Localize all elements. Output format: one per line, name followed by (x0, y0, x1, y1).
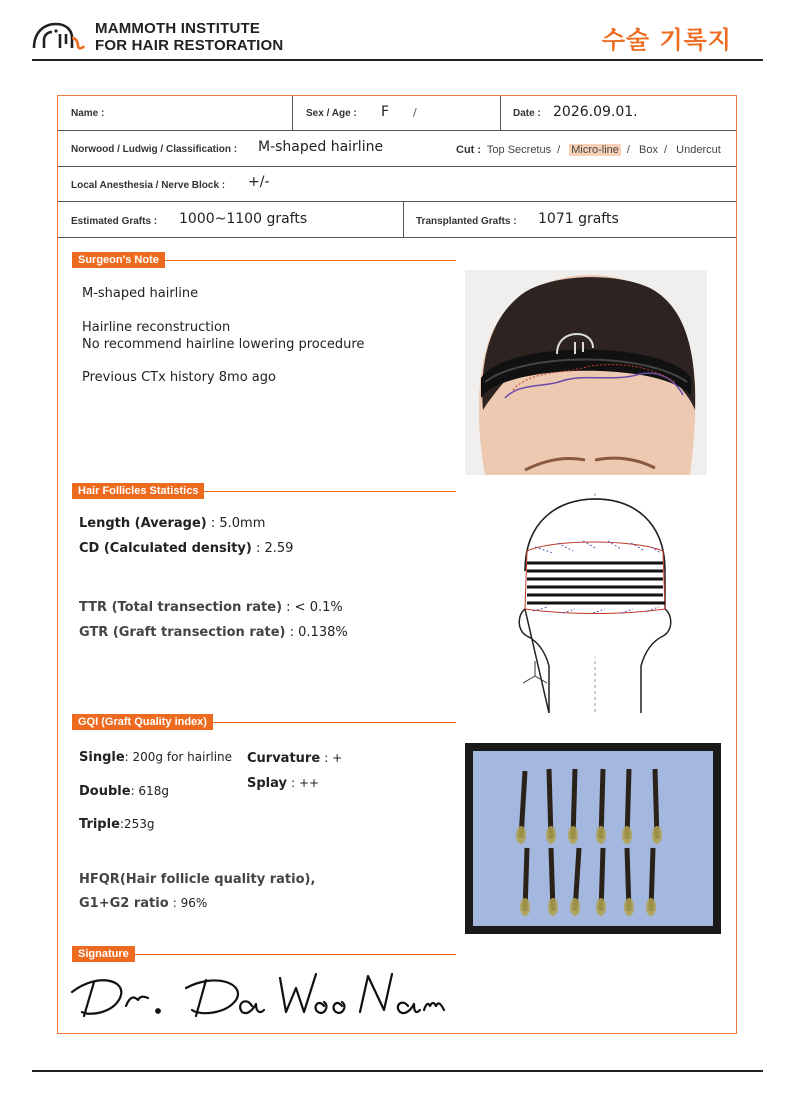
graft-sample-photo (465, 743, 721, 934)
mammoth-logo-icon (32, 20, 90, 50)
single-value: : 200g for hairline (124, 750, 233, 764)
date-label: Date : (513, 108, 541, 119)
date-field[interactable]: 2026.09.01. (553, 104, 638, 120)
double-value: : 618g (130, 784, 169, 798)
cd-value: : 2.59 (255, 541, 294, 556)
classification-label: Norwood / Ludwig / Classification : (71, 144, 238, 155)
signature-image (68, 966, 448, 1024)
donor-area-diagram (513, 491, 713, 713)
name-label: Name : (71, 108, 105, 119)
page-header (32, 18, 762, 60)
gtr-value: : 0.138% (289, 625, 348, 640)
transplanted-grafts-field[interactable]: 1071 grafts (538, 211, 619, 227)
handwritten-signature (68, 966, 448, 1028)
header-divider (32, 59, 763, 61)
gqi-splay (247, 776, 319, 791)
row-classification (58, 131, 736, 167)
transplanted-grafts-label: Transplanted Grafts : (416, 216, 517, 227)
length-value: : 5.0mm (210, 516, 266, 531)
hairline-photo (465, 270, 707, 475)
estimated-grafts-field[interactable]: 1000~1100 grafts (179, 211, 308, 227)
sex-age-separator: / (413, 106, 417, 119)
splay-value: : ++ (291, 776, 320, 790)
splay-label: Splay (247, 776, 287, 791)
signature-title: Signature (72, 946, 135, 962)
classification-field[interactable]: M-shaped hairline (258, 139, 384, 155)
stat-cd (79, 541, 293, 556)
note-line: Previous CTx history 8mo ago (82, 370, 276, 385)
curvature-value: : + (324, 751, 343, 765)
sex-age-label: Sex / Age : (306, 108, 357, 119)
gqi-title: GQI (Graft Quality index) (72, 714, 213, 730)
gqi-ratio (79, 896, 207, 911)
document-title: 수술 기록지 (601, 26, 732, 54)
stat-gtr (79, 625, 348, 640)
logo-text (95, 21, 283, 53)
cut-option-undercut[interactable]: Undercut (676, 144, 721, 156)
gqi-single (79, 750, 232, 765)
gqi-header (72, 714, 456, 730)
curvature-label: Curvature (247, 751, 321, 766)
gqi-curvature (247, 751, 342, 766)
ratio-label: G1+G2 ratio (79, 896, 169, 911)
cd-label: CD (Calculated density) (79, 541, 252, 556)
ttr-label: TTR (Total transection rate) (79, 600, 283, 615)
statistics-title: Hair Follicles Statistics (72, 483, 204, 499)
surgeon-note-header (72, 252, 456, 268)
anesthesia-label: Local Anesthesia / Nerve Block : (71, 180, 226, 191)
cut-label: Cut : (456, 144, 482, 156)
row-name-sex-date (58, 96, 736, 131)
gqi-double (79, 784, 169, 799)
logo-line-1: MAMMOTH INSTITUTE (95, 20, 261, 37)
double-label: Double (79, 784, 131, 799)
signature-header (72, 946, 456, 962)
triple-value: :253g (119, 817, 155, 831)
divider (292, 96, 293, 130)
stat-ttr (79, 600, 343, 615)
triple-label: Triple (79, 817, 120, 832)
estimated-grafts-label: Estimated Grafts : (71, 216, 158, 227)
stat-length (79, 516, 265, 531)
single-label: Single (79, 750, 125, 765)
ratio-value: : 96% (172, 896, 208, 910)
note-line: M-shaped hairline (82, 286, 199, 301)
anesthesia-field[interactable]: +/- (248, 174, 270, 190)
cut-options: Cut : Top Secretus / Micro-line / Box / Undercut (456, 144, 721, 156)
record-form (57, 95, 737, 1034)
sex-field[interactable]: F (381, 104, 390, 120)
note-line: No recommend hairline lowering procedure (82, 337, 365, 352)
gqi-hfqr (79, 872, 315, 887)
divider (500, 96, 501, 130)
note-line: Hairline reconstruction (82, 320, 231, 335)
cut-option-box[interactable]: Box (639, 144, 659, 156)
logo-line-2: FOR HAIR RESTORATION (95, 37, 284, 54)
hfqr-label: HFQR(Hair follicle quality ratio), (79, 872, 316, 887)
row-anesthesia (58, 167, 736, 202)
gtr-label: GTR (Graft transection rate) (79, 625, 286, 640)
length-label: Length (Average) (79, 516, 207, 531)
divider (403, 202, 404, 237)
gqi-triple (79, 817, 154, 832)
ttr-value: : < 0.1% (286, 600, 343, 615)
row-grafts (58, 202, 736, 238)
surgeon-note-title: Surgeon's Note (72, 252, 165, 268)
cut-option-top-secretus[interactable]: Top Secretus (486, 144, 552, 156)
footer-divider (32, 1070, 763, 1072)
statistics-header (72, 483, 456, 499)
cut-option-micro-line[interactable]: Micro-line (571, 144, 619, 156)
